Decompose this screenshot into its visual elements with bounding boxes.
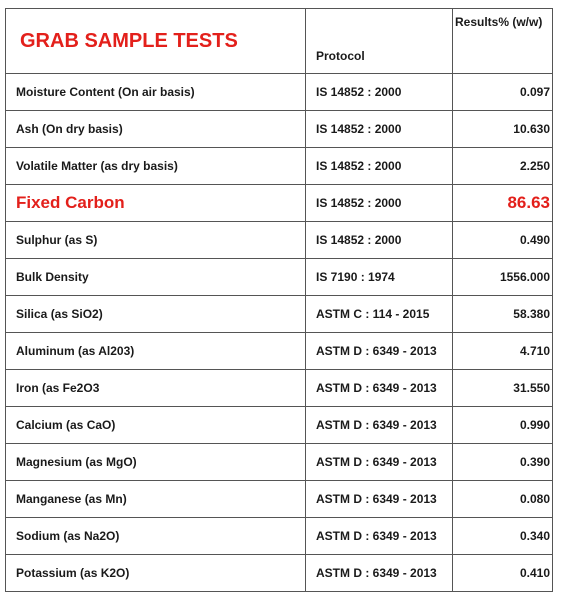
protocol-cell: ASTM D : 6349 - 2013 [306,444,453,481]
protocol-cell: IS 14852 : 2000 [306,111,453,148]
protocol-cell: ASTM D : 6349 - 2013 [306,370,453,407]
protocol-cell: ASTM D : 6349 - 2013 [306,555,453,592]
results-table [5,8,553,592]
table-row [6,444,553,481]
parameter-cell: Silica (as SiO2) [6,296,306,333]
result-cell: 0.340 [453,518,553,555]
table-row [6,74,553,111]
result-cell: 1556.000 [453,259,553,296]
table-row [6,555,553,592]
table-row [6,111,553,148]
parameter-cell: Ash (On dry basis) [6,111,306,148]
result-cell: 2.250 [453,148,553,185]
table-row [6,148,553,185]
table-row [6,259,553,296]
protocol-cell: IS 14852 : 2000 [306,148,453,185]
parameter-cell: Calcium (as CaO) [6,407,306,444]
header-row [6,9,553,74]
protocol-cell: IS 14852 : 2000 [306,222,453,259]
table-row [6,185,553,222]
table-row [6,407,553,444]
parameter-cell-highlight: Fixed Carbon [6,185,306,222]
protocol-cell: IS 7190 : 1974 [306,259,453,296]
protocol-cell: ASTM D : 6349 - 2013 [306,333,453,370]
protocol-cell: IS 14852 : 2000 [306,74,453,111]
protocol-header: Protocol [306,9,453,74]
result-cell: 31.550 [453,370,553,407]
table-row [6,222,553,259]
table-row [6,481,553,518]
result-cell: 0.390 [453,444,553,481]
results-header: Results% (w/w) [453,9,553,74]
result-cell: 0.097 [453,74,553,111]
parameter-cell: Aluminum (as Al203) [6,333,306,370]
parameter-cell: Manganese (as Mn) [6,481,306,518]
parameter-cell: Moisture Content (On air basis) [6,74,306,111]
table-row [6,296,553,333]
table-row [6,518,553,555]
result-cell: 0.490 [453,222,553,259]
protocol-cell: ASTM C : 114 - 2015 [306,296,453,333]
parameter-cell: Bulk Density [6,259,306,296]
result-cell: 58.380 [453,296,553,333]
result-cell: 0.080 [453,481,553,518]
parameter-cell: Sodium (as Na2O) [6,518,306,555]
parameter-cell: Iron (as Fe2O3 [6,370,306,407]
table-title: GRAB SAMPLE TESTS [6,9,306,74]
protocol-cell: ASTM D : 6349 - 2013 [306,481,453,518]
result-cell-highlight: 86.63 [453,185,553,222]
protocol-cell: IS 14852 : 2000 [306,185,453,222]
parameter-cell: Sulphur (as S) [6,222,306,259]
parameter-cell: Potassium (as K2O) [6,555,306,592]
result-cell: 0.990 [453,407,553,444]
table-row [6,333,553,370]
table-row [6,370,553,407]
parameter-cell: Volatile Matter (as dry basis) [6,148,306,185]
protocol-cell: ASTM D : 6349 - 2013 [306,518,453,555]
result-cell: 0.410 [453,555,553,592]
result-cell: 10.630 [453,111,553,148]
protocol-cell: ASTM D : 6349 - 2013 [306,407,453,444]
parameter-cell: Magnesium (as MgO) [6,444,306,481]
result-cell: 4.710 [453,333,553,370]
